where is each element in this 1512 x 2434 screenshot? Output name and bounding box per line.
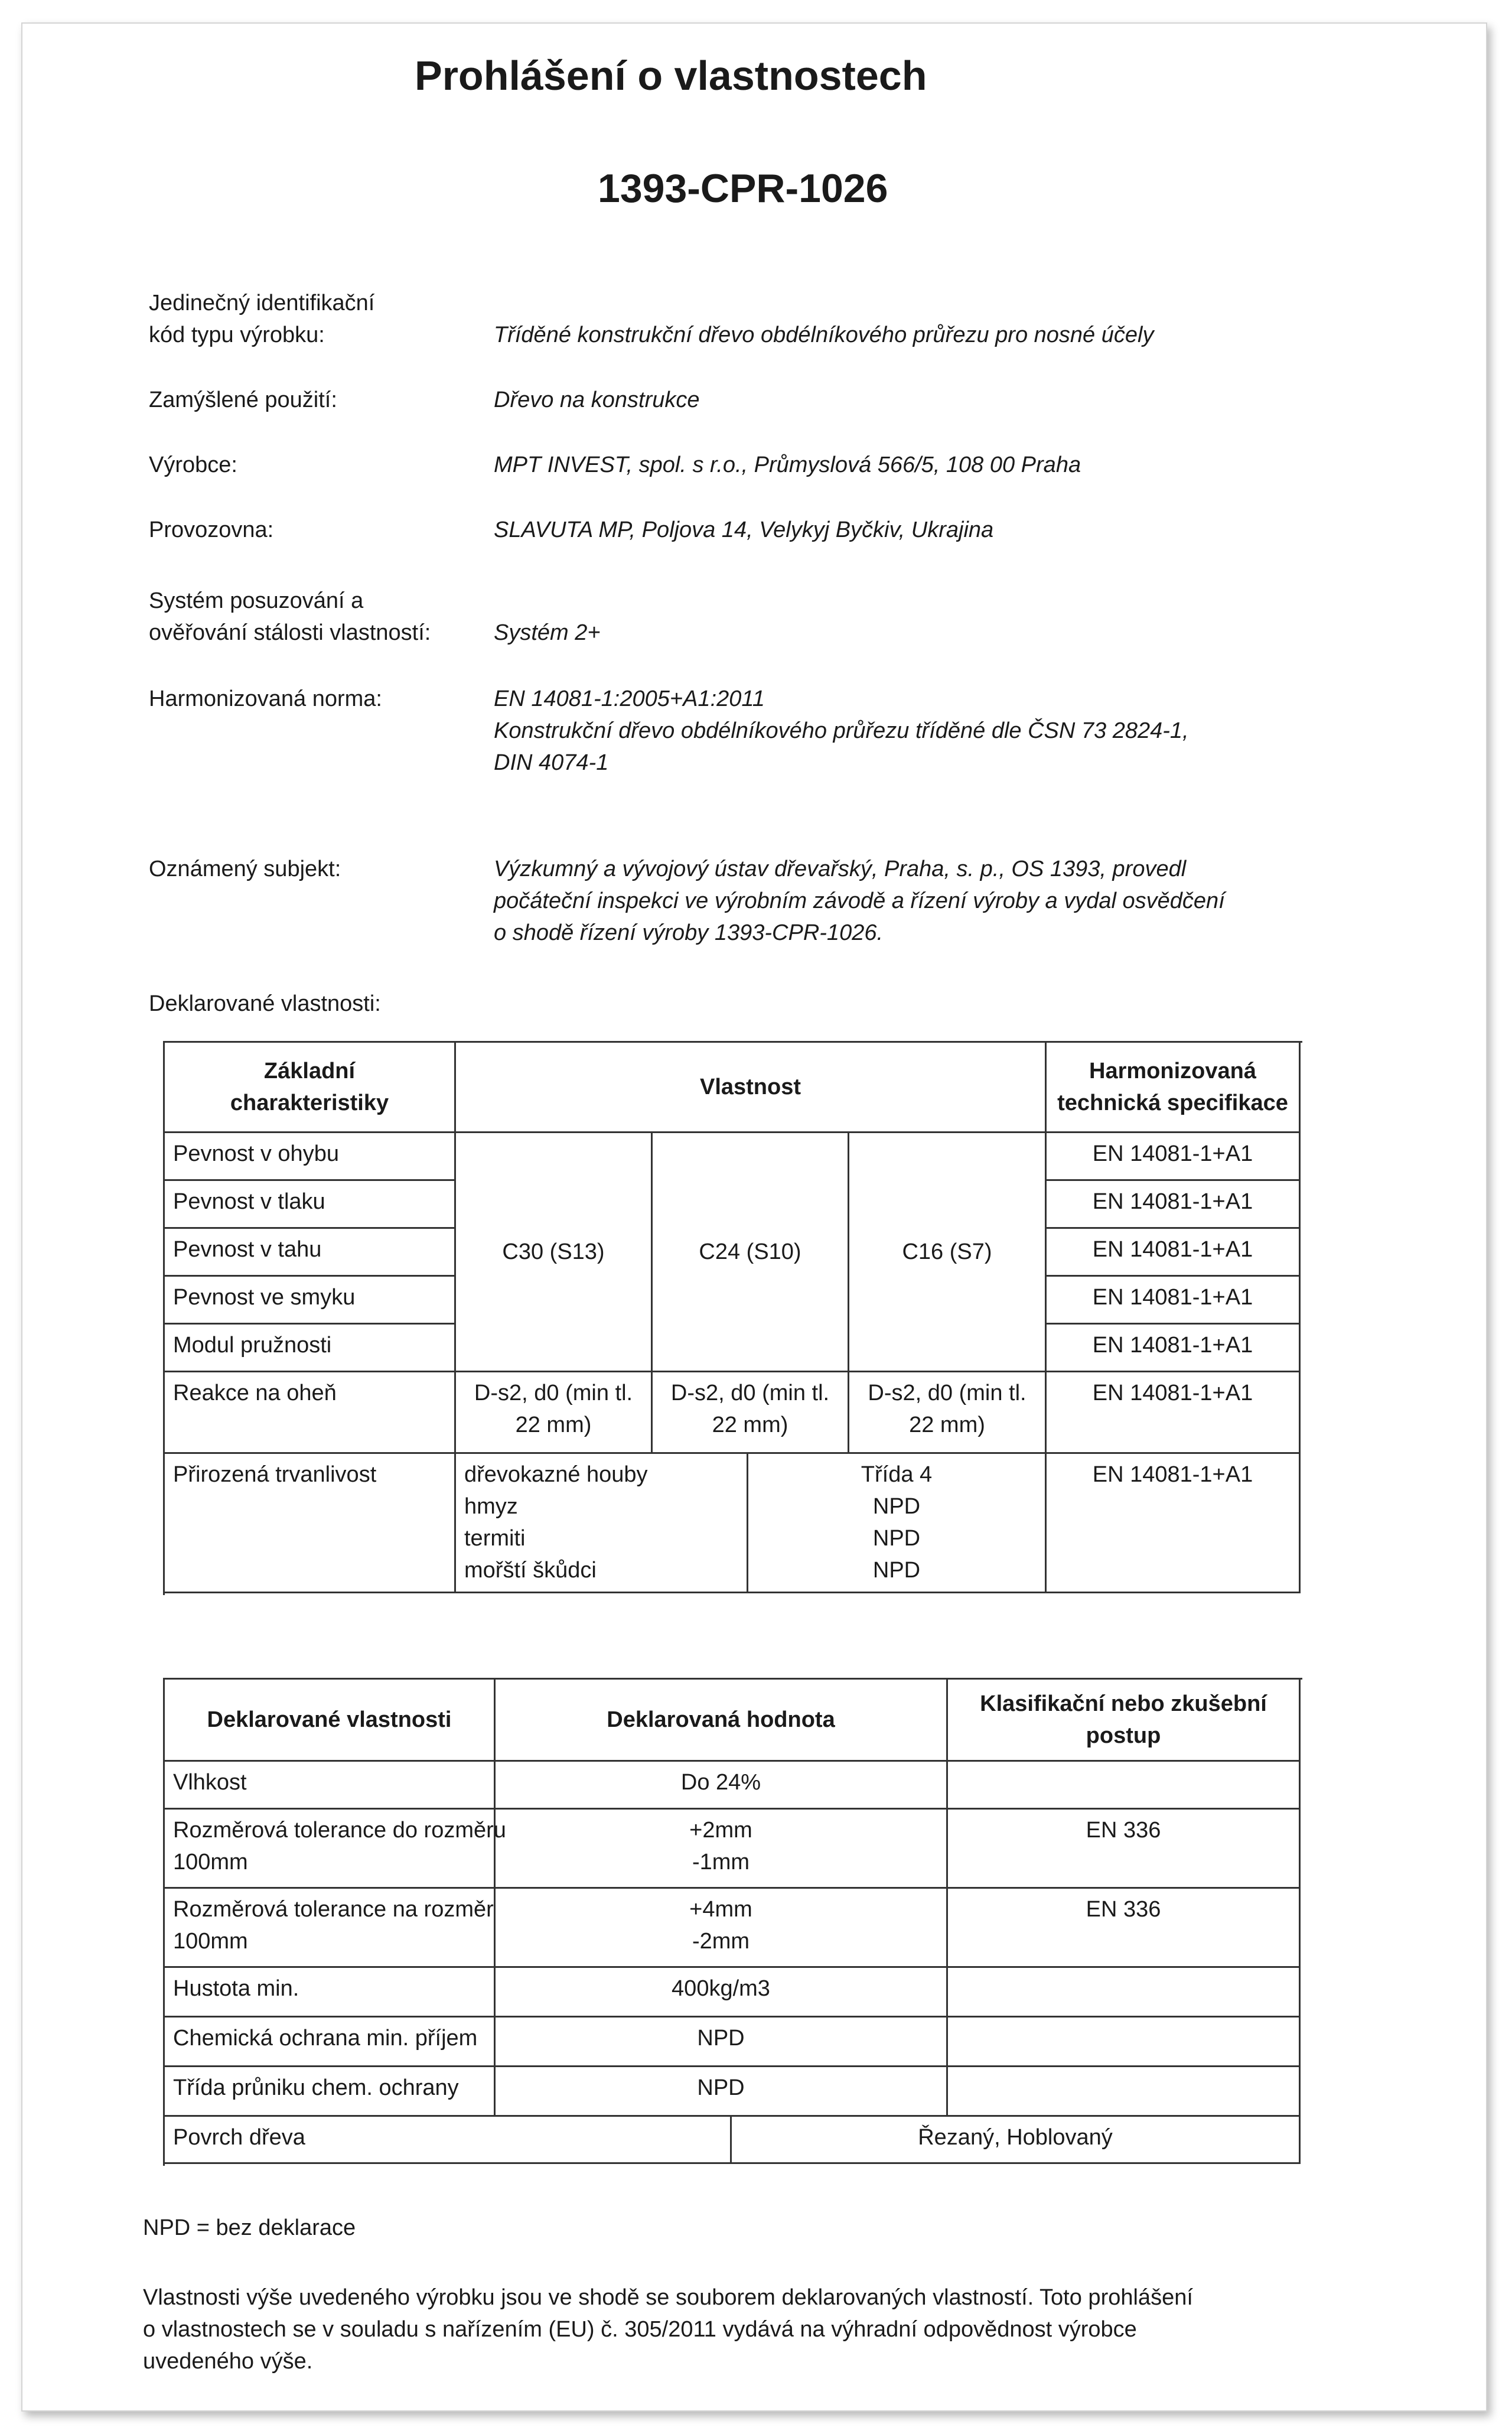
- document-page: [21, 22, 1487, 2412]
- row-surface: Povrch dřeva: [165, 2117, 732, 2164]
- value-tolerance-up-to: +2mm -1mm: [496, 1810, 948, 1889]
- spec-bending: EN 14081-1+A1: [1047, 1133, 1301, 1181]
- value-surface: Řezaný, Hoblovaný: [732, 2117, 1301, 2164]
- row-natural-durability: Přirozená trvanlivost: [165, 1454, 456, 1593]
- row-tolerance-over: Rozměrová tolerance na rozměr 100mm: [165, 1889, 496, 1968]
- fire-c24: D-s2, d0 (min tl. 22 mm): [653, 1372, 849, 1454]
- value-harmonized-standard: EN 14081-1:2005+A1:2011 Konstrukční dřevo obdélníkového průřezu tříděné dle ČSN 73 2824-1, DIN 4074-1: [494, 686, 1189, 775]
- method-density: [948, 1968, 1301, 2018]
- row-modulus: Modul pružnosti: [165, 1325, 456, 1372]
- statement: Vlastnosti výše uvedeného výrobku jsou ve shodě se souborem deklarovaných vlastností. Toto prohlášení o vlastnostech se v souladu s nařízením (EU) č. 305/2011 vydává na výhradní odpovědnost výrobce uvedeného výše.: [143, 2285, 1193, 2374]
- row-moisture: Vlhkost: [165, 1762, 496, 1810]
- label-assessment-system: Systém posuzování a ověřování stálosti vlastností:: [149, 588, 431, 645]
- row-density: Hustota min.: [165, 1968, 496, 2018]
- page-title: Prohlášení o vlastnostech: [415, 53, 927, 99]
- row-compression-strength: Pevnost v tlaku: [165, 1181, 456, 1229]
- header-method: Klasifikační nebo zkušební postup: [948, 1680, 1301, 1762]
- value-density: 400kg/m3: [496, 1968, 948, 2018]
- declared-properties-label: Deklarované vlastnosti:: [149, 991, 381, 1016]
- value-chem-protection: NPD: [496, 2018, 948, 2067]
- value-chem-penetration: NPD: [496, 2067, 948, 2117]
- label-intended-use: Zamýšlené použití:: [149, 388, 337, 412]
- npd-note: NPD = bez deklarace: [143, 2215, 356, 2240]
- properties-table: [163, 1041, 1302, 1595]
- value-notified-body: Výzkumný a vývojový ústav dřevařský, Praha, s. p., OS 1393, provedl počáteční inspekci ve výrobním závodě a řízení výroby a vydal osvědčení o shodě řízení výroby 1393-CPR-1026.: [494, 857, 1225, 945]
- fire-c30: D-s2, d0 (min tl. 22 mm): [456, 1372, 653, 1454]
- durability-agents: dřevokazné houby hmyz termiti mořští škůdci: [456, 1454, 748, 1593]
- header-characteristics: Základní charakteristiky: [165, 1043, 456, 1133]
- method-tolerance-up-to: EN 336: [948, 1810, 1301, 1889]
- label-product-code: Jedinečný identifikační kód typu výrobku:: [149, 291, 375, 347]
- value-tolerance-over: +4mm -2mm: [496, 1889, 948, 1968]
- label-notified-body: Oznámený subjekt:: [149, 857, 341, 881]
- method-tolerance-over: EN 336: [948, 1889, 1301, 1968]
- spec-tensile: EN 14081-1+A1: [1047, 1229, 1301, 1277]
- spec-fire: EN 14081-1+A1: [1047, 1372, 1301, 1454]
- row-chem-protection: Chemická ochrana min. příjem: [165, 2018, 496, 2067]
- row-bending-strength: Pevnost v ohybu: [165, 1133, 456, 1181]
- label-manufacturer: Výrobce:: [149, 453, 237, 477]
- value-manufacturer: MPT INVEST, spol. s r.o., Průmyslová 566/5, 108 00 Praha: [494, 453, 1081, 477]
- header-property: Vlastnost: [456, 1043, 1047, 1133]
- row-fire-reaction: Reakce na oheň: [165, 1372, 456, 1454]
- value-plant: SLAVUTA MP, Poljova 14, Velykyj Byčkiv, Ukrajina: [494, 518, 994, 542]
- header-spec: Harmonizovaná technická specifikace: [1047, 1043, 1301, 1133]
- row-tensile-strength: Pevnost v tahu: [165, 1229, 456, 1277]
- row-chem-penetration: Třída průniku chem. ochrany: [165, 2067, 496, 2117]
- row-tolerance-up-to: Rozměrová tolerance do rozměru 100mm: [165, 1810, 496, 1889]
- label-plant: Provozovna:: [149, 518, 274, 542]
- spec-shear: EN 14081-1+A1: [1047, 1277, 1301, 1325]
- spec-modulus: EN 14081-1+A1: [1047, 1325, 1301, 1372]
- method-chem-protection: [948, 2018, 1301, 2067]
- value-intended-use: Dřevo na konstrukce: [494, 388, 700, 412]
- grade-c24: C24 (S10): [653, 1133, 849, 1372]
- declared-values-table: [163, 1678, 1302, 2166]
- row-shear-strength: Pevnost ve smyku: [165, 1277, 456, 1325]
- header-declared-value: Deklarovaná hodnota: [496, 1680, 948, 1762]
- method-chem-penetration: [948, 2067, 1301, 2117]
- label-harmonized-standard: Harmonizovaná norma:: [149, 686, 382, 711]
- declaration-code: 1393-CPR-1026: [598, 166, 888, 211]
- grade-c30: C30 (S13): [456, 1133, 653, 1372]
- value-moisture: Do 24%: [496, 1762, 948, 1810]
- spec-durability: EN 14081-1+A1: [1047, 1454, 1301, 1593]
- method-moisture: [948, 1762, 1301, 1810]
- fire-c16: D-s2, d0 (min tl. 22 mm): [849, 1372, 1047, 1454]
- spec-compression: EN 14081-1+A1: [1047, 1181, 1301, 1229]
- grade-c16: C16 (S7): [849, 1133, 1047, 1372]
- header-declared-properties: Deklarované vlastnosti: [165, 1680, 496, 1762]
- value-product-code: Tříděné konstrukční dřevo obdélníkového průřezu pro nosné účely: [494, 323, 1154, 347]
- durability-classes: Třída 4 NPD NPD NPD: [748, 1454, 1047, 1593]
- value-assessment-system: Systém 2+: [494, 620, 601, 645]
